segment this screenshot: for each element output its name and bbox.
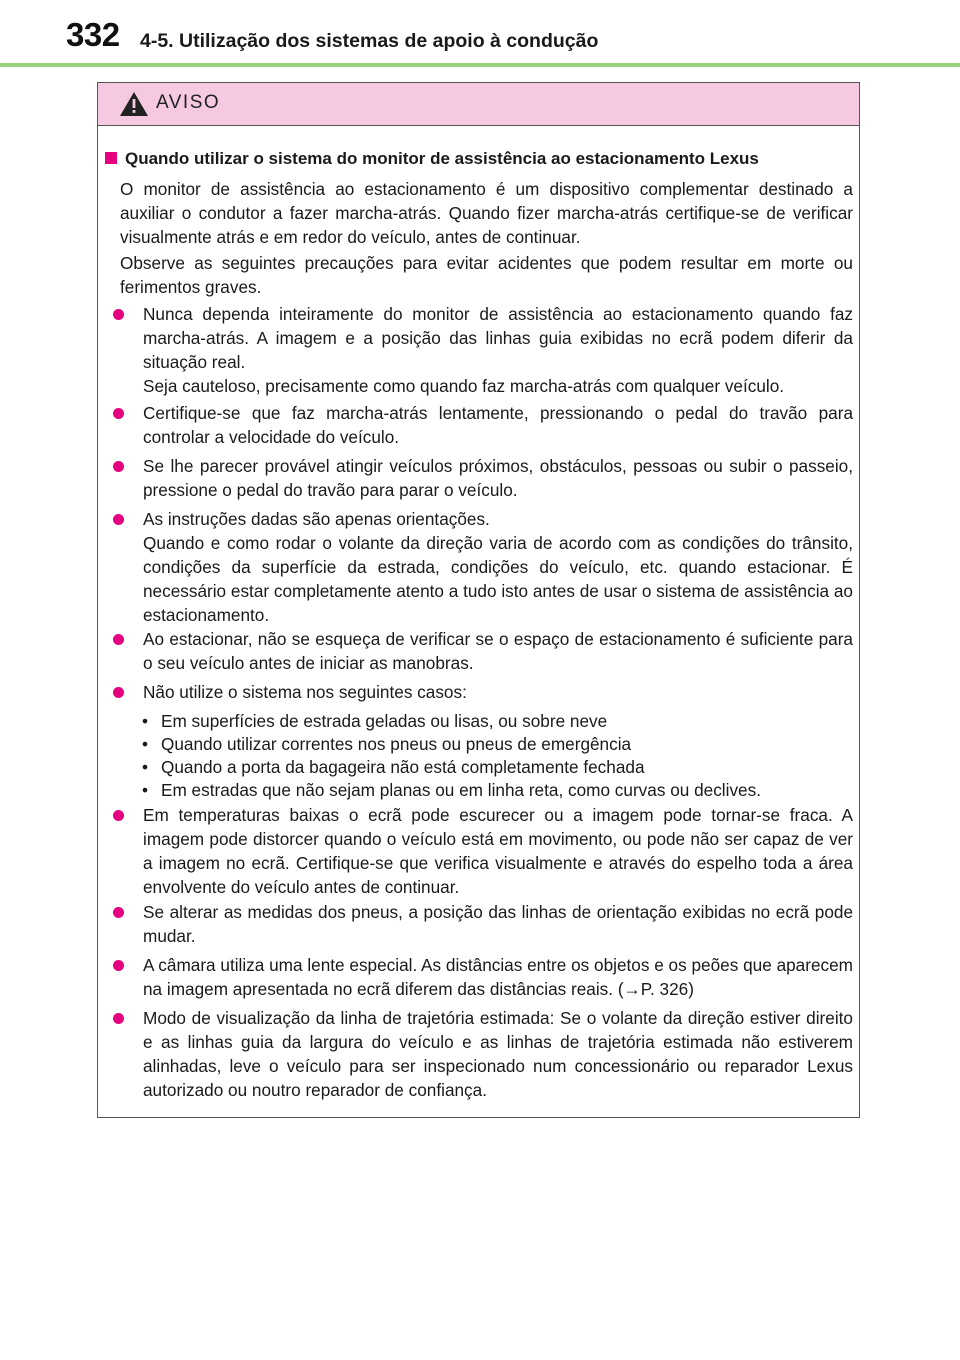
bullet-dot-icon <box>113 810 124 821</box>
section-title: 4-5. Utilização dos sistemas de apoio à condução <box>140 30 599 52</box>
sub-list-item: • Em estradas que não sejam planas ou em linha reta, como curvas ou declives. <box>142 780 761 800</box>
warning-item: Se alterar as medidas dos pneus, a posição das linhas de orientação exibidas no ecrã pode mudar. <box>106 900 853 948</box>
warning-item: Nunca dependa inteiramente do monitor de assistência ao estacionamento quando faz marcha-atrás. A imagem e a posição das linhas guia exibidas no ecrã podem diferir da situação real. Seja cauteloso, precisamente como quando faz marcha-atrás com qualquer veículo. <box>106 302 853 398</box>
bullet: • <box>142 711 149 731</box>
bullet-dot-icon <box>113 907 124 918</box>
warning-item: Modo de visualização da linha de trajetória estimada: Se o volante da direção estiver direito e as linhas guia da largura do veículo e as linhas de trajetória estimada não estiverem alinhadas, leve o veículo para ser inspecionado num concessionário ou reparador Lexus autorizado ou noutro reparador de confiança. <box>106 1006 853 1102</box>
intro-paragraph: Observe as seguintes precauções para evitar acidentes que podem resultar em morte ou ferimentos graves. <box>120 253 853 297</box>
warning-item: Em temperaturas baixas o ecrã pode escurecer ou a imagem pode tornar-se fraca. A imagem pode distorcer quando o veículo está em movimento, ou pode não ser capaz de ver a imagem no ecrã. Certifique-se que verifica visualmente e através do espelho toda a área envolvente do veículo antes de continuar. <box>106 803 853 899</box>
warning-item: Ao estacionar, não se esqueça de verificar se o espaço de estacionamento é suficiente para o seu veículo antes de iniciar as manobras. <box>106 627 853 675</box>
bullet-dot-icon <box>113 408 124 419</box>
bullet-dot-icon <box>113 687 124 698</box>
warning-item: Não utilize o sistema nos seguintes casos: <box>106 680 853 704</box>
warning-item: As instruções dadas são apenas orientações. Quando e como rodar o volante da direção varia de acordo com as condições do trânsito, condições da superfície da estrada, condições do veículo, etc. quando estacionar. É necessário estar completamente atento a tudo isto antes de usar o sistema de assistência ao estacionamento. <box>106 507 853 627</box>
page-number: 332 <box>66 16 120 53</box>
bullet-dot-icon <box>113 514 124 525</box>
warning-label: AVISO <box>156 92 221 113</box>
bullet-dot-icon <box>113 634 124 645</box>
warning-heading: Quando utilizar o sistema do monitor de assistência ao estacionamento Lexus <box>105 149 759 169</box>
bullet-dot-icon <box>113 1013 124 1024</box>
warning-item: A câmara utiliza uma lente especial. As distâncias entre os objetos e os peões que aparecem na imagem apresentada no ecrã diferem das distâncias reais. (→P. 326) <box>106 953 853 1001</box>
bullet-dot-icon <box>113 461 124 472</box>
bullet-dot-icon <box>113 309 124 320</box>
sub-list-item: • Em superfícies de estrada geladas ou lisas, ou sobre neve <box>142 711 608 731</box>
bullet: • <box>142 757 149 777</box>
page-header <box>0 0 960 62</box>
warning-header <box>98 83 859 126</box>
sub-list-item: • Quando a porta da bagageira não está completamente fechada <box>142 757 645 777</box>
warning-item: Certifique-se que faz marcha-atrás lentamente, pressionando o pedal do travão para controlar a velocidade do veículo. <box>106 401 853 449</box>
bullet-dot-icon <box>113 960 124 971</box>
bullet: • <box>142 734 149 754</box>
warning-box <box>97 82 860 1118</box>
intro-paragraph: O monitor de assistência ao estacionamento é um dispositivo complementar destinado a auxiliar o condutor a fazer marcha-atrás. Quando fizer marcha-atrás certifique-se de verificar visualmente atrás e em redor do veículo, antes de continuar. <box>120 179 853 247</box>
bullet: • <box>142 780 149 800</box>
sub-list-item: • Quando utilizar correntes nos pneus ou pneus de emergência <box>142 734 632 754</box>
warning-triangle-icon <box>119 91 149 117</box>
square-bullet-icon <box>105 152 117 164</box>
warning-item: Se lhe parecer provável atingir veículos próximos, obstáculos, pessoas ou subir o passeio, pressione o pedal do travão para parar o veículo. <box>106 454 853 502</box>
header-rule <box>0 63 960 67</box>
